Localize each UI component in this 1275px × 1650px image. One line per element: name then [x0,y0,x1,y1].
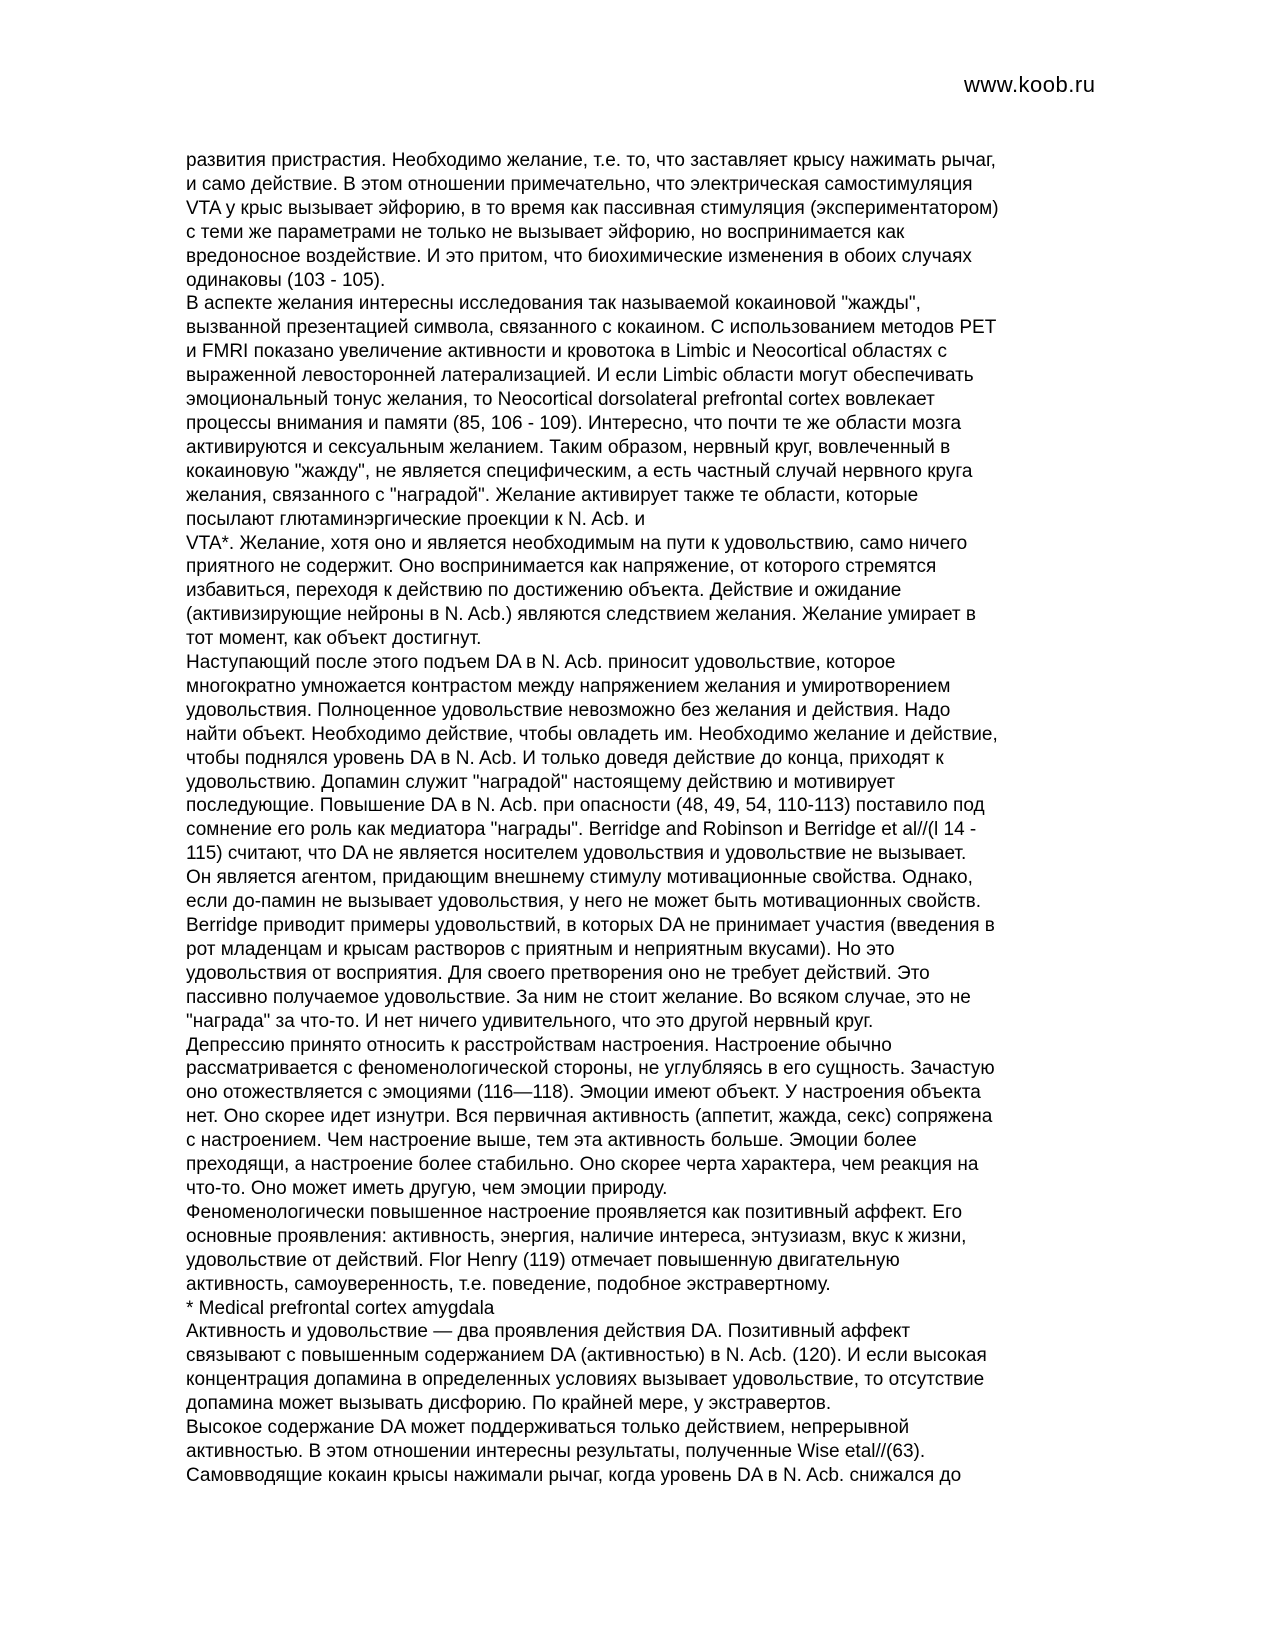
text-line: 115) считают, что DA не является носителем удовольствия и удовольствие не вызывает. [186,843,967,865]
text-line: удовольствию. Допамин служит "наградой" настоящему действию и мотивирует [186,771,896,793]
text-line: связывают с повышенным содержанием DA (активностью) в N. Acb. (120). И если высокая [186,1345,987,1367]
text-line: с теми же параметрами не только не вызывает эйфорию, но воспринимается как [186,221,905,243]
text-line: Berridge приводит примеры удовольствий, в которых DA не принимает участия (введения в [186,915,995,936]
text-line: Высокое содержание DA может поддерживаться только действием, непрерывной [186,1417,910,1439]
text-line: избавиться, переходя к действию по достижению объекта. Действие и ожидание [186,580,902,602]
text-line: многократно умножается контрастом между напряжением желания и умиротворением [186,675,951,697]
text-line: если до-памин не вызывает удовольствия, у него не может быть мотивационных свойств. [186,891,982,913]
text-line: (активизирующие нейроны в N. Acb.) являются следствием желания. Желание умирает в [186,604,976,626]
text-line: Наступающий после этого подъем DA в N. Acb. приносит удовольствие, которое [186,652,896,674]
text-line: выраженной левосторонней латерализацией. И если Limbic области могут обеспечивать [186,365,974,387]
text-line: Депрессию принято относить к расстройствам настроения. Настроение обычно [186,1034,892,1056]
text-line: активность, самоуверенность, т.е. поведение, подобное экстравертному. [186,1273,831,1295]
text-line: посылают глютаминэргические проекции к N. Acb. и [186,508,646,530]
text-line: рассматривается с феноменологической стороны, не углубляясь в его сущность. Зачастую [186,1058,995,1080]
text-line: активируются и сексуальным желанием. Таким образом, нервный круг, вовлеченный в [186,436,951,458]
text-line: кокаиновую "жажду", не является специфическим, а есть частный случай нервного круга [186,460,973,482]
text-line: и само действие. В этом отношении примечательно, что электрическая самостимуляция [186,173,973,195]
text-line: рот младенцам и крысам растворов с приятным и неприятным вкусами). Но это [186,938,895,960]
text-line: Самовводящие кокаин крысы нажимали рычаг, когда уровень DA в N. Acb. снижался до [186,1464,962,1486]
text-line: эмоциональный тонус желания, то Neocortical dorsolateral prefrontal cortex вовлекает [186,389,935,411]
text-line: что-то. Оно может иметь другую, чем эмоции природу. [186,1177,668,1199]
text-line: Он является агентом, придающим внешнему стимулу мотивационные свойства. Однако, [186,867,973,889]
text-line: В аспекте желания интересны исследования так называемой кокаиновой "жажды", [186,293,921,315]
text-line: пассивно получаемое удовольствие. За ним не стоит желание. Во всяком случае, это не [186,986,971,1008]
text-line: тот момент, как объект достигнут. [186,628,482,650]
text-line: Феноменологически повышенное настроение проявляется как позитивный аффект. Его [186,1201,963,1223]
text-line: сомнение его роль как медиатора "награды". Berridge and Robinson и Berridge et al//(l 14 - [186,819,977,841]
text-line: желания, связанного с "наградой". Желание активирует также те области, которые [186,484,919,506]
text-line: вредоносное воздействие. И это притом, что биохимические изменения в обоих случаях [186,245,972,267]
text-line: * Medical prefrontal cortex amygdala [186,1297,495,1319]
text-line: Активность и удовольствие — два проявления действия DA. Позитивный аффект [186,1321,911,1343]
text-line: развития пристрастия. Необходимо желание, т.е. то, что заставляет крысу нажимать рычаг, [186,150,996,171]
text-line: преходящи, а настроение более стабильно. Оно скорее черта характера, чем реакция на [186,1154,979,1176]
text-line: удовольствия. Полноценное удовольствие невозможно без желания и действия. Надо [186,699,951,721]
text-line: основные проявления: активность, энергия, наличие интереса, энтузиазм, вкус к жизни, [186,1225,967,1247]
text-line: нет. Оно скорее идет изнутри. Вся первичная активность (аппетит, жажда, секс) сопряжена [186,1106,993,1128]
text-line: последующие. Повышение DA в N. Acb. при опасности (48, 49, 54, 110-113) поставило под [186,795,985,817]
text-line: процессы внимания и памяти (85, 106 - 109). Интересно, что почти те же области мозга [186,412,962,434]
text-line: вызванной презентацией символа, связанного с кокаином. С использованием методов PET [186,317,997,339]
text-line: найти объект. Необходимо действие, чтобы овладеть им. Необходимо желание и действие, [186,723,998,745]
text-line: одинаковы (103 - 105). [186,269,386,291]
text-line: и FMRI показано увеличение активности и кровотока в Limbic и Neocortical областях с [186,341,948,363]
text-line: удовольствия от восприятия. Для своего претворения оно не требует действий. Это [186,962,930,984]
text-line: допамина может вызывать дисфорию. По крайней мере, у экстравертов. [186,1393,832,1415]
text-line: "награда" за что-то. И нет ничего удивительного, что это другой нервный круг. [186,1010,874,1032]
text-line: концентрация допамина в определенных условиях вызывает удовольствие, то отсутствие [186,1369,985,1391]
text-line: удовольствие от действий. Flor Henry (119) отмечает повышенную двигательную [186,1249,900,1271]
text-line: VTA*. Желание, хотя оно и является необходимым на пути к удовольствию, само ничего [186,532,968,554]
text-line: активностью. В этом отношении интересны результаты, полученные Wise etal//(63). [186,1440,926,1462]
site-url-header: www.koob.ru [964,72,1096,97]
document-body-text [186,149,1096,1488]
text-line: приятного не содержит. Оно воспринимается как напряжение, от которого стремятся [186,556,937,578]
text-line: с настроением. Чем настроение выше, тем эта активность больше. Эмоции более [186,1130,917,1152]
text-line: VTA у крыс вызывает эйфорию, в то время как пассивная стимуляция (экспериментатором) [186,197,999,219]
text-line: чтобы поднялся уровень DA в N. Acb. И только доведя действие до конца, приходят к [186,747,944,769]
text-line: оно отожествляется с эмоциями (116—118). Эмоции имеют объект. У настроения объекта [186,1082,981,1104]
